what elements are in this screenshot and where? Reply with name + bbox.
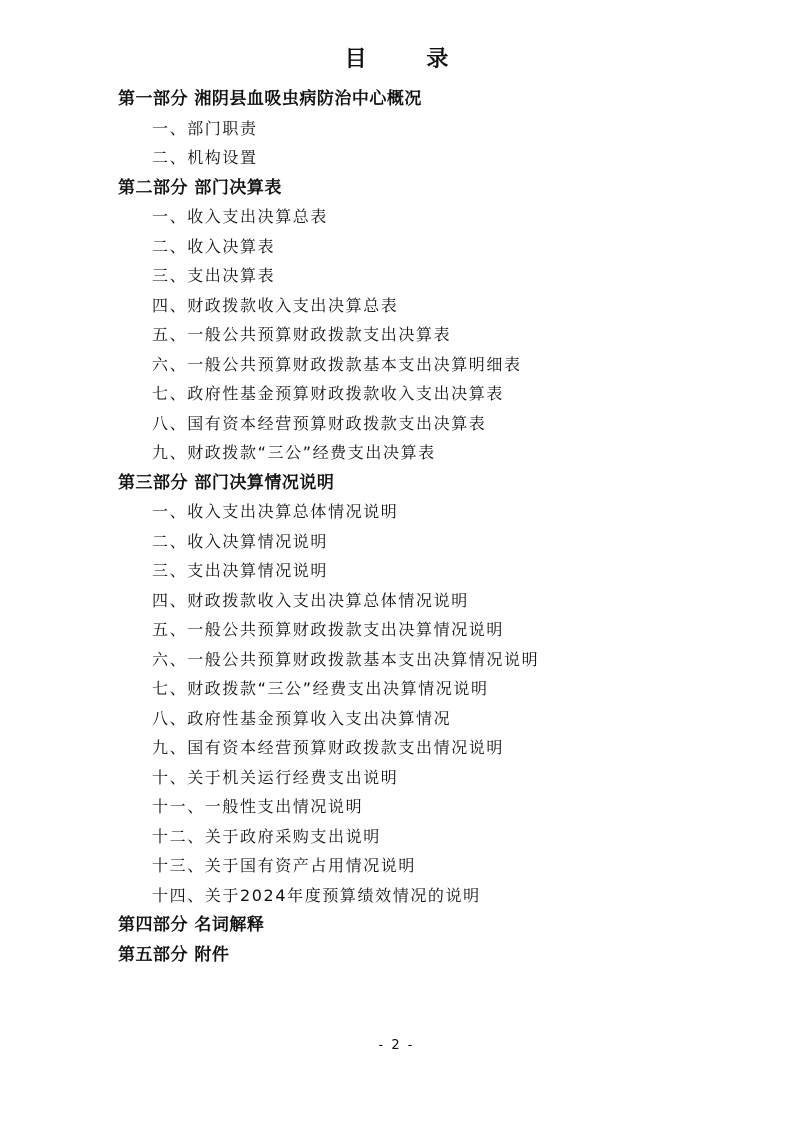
toc-part-heading: 第三部分 部门决算情况说明 [118,472,335,493]
toc-part-heading: 第四部分 名词解释 [118,915,265,935]
toc-item: 二、收入决算情况说明 [152,531,329,551]
toc-item: 十二、关于政府采购支出说明 [152,826,381,846]
toc-item: 七、财政拨款“三公”经费支出决算情况说明 [152,679,489,698]
toc-item: 二、机构设置 [152,148,258,167]
toc-item: 六、一般公共预算财政拨款基本支出决算情况说明 [152,649,540,669]
toc-item: 九、国有资本经营预算财政拨款支出情况说明 [152,738,505,757]
toc-item: 四、财政拨款收入支出决算总表 [152,295,399,315]
toc-item: 一、收入支出决算总体情况说明 [152,502,399,521]
toc-item: 二、收入决算表 [152,236,276,256]
toc-item: 五、一般公共预算财政拨款支出决算表 [152,325,452,344]
toc-part-heading: 第二部分 部门决算表 [118,177,282,198]
toc-item: 八、国有资本经营预算财政拨款支出决算表 [152,413,487,433]
toc-part-heading: 第一部分 湘阴县血吸虫病防治中心概况 [118,89,422,109]
page-number: - 2 - [378,1038,415,1053]
toc-item: 三、支出决算表 [152,266,276,285]
page-title: 目 录 [344,47,475,72]
toc-item: 九、财政拨款“三公”经费支出决算表 [152,443,436,462]
toc-item: 四、财政拨款收入支出决算总体情况说明 [152,590,469,610]
toc-item: 一、部门职责 [152,118,258,138]
toc-item: 十四、关于2024年度预算绩效情况的说明 [152,885,481,905]
toc-part-heading: 第五部分 附件 [118,944,230,965]
toc-item: 一、收入支出决算总表 [152,207,329,226]
toc-item: 八、政府性基金预算收入支出决算情况 [152,708,452,728]
toc-item: 三、支出决算情况说明 [152,561,329,580]
toc-item: 六、一般公共预算财政拨款基本支出决算明细表 [152,354,522,374]
toc-item: 十、关于机关运行经费支出说明 [152,767,399,787]
toc-item: 五、一般公共预算财政拨款支出决算情况说明 [152,620,505,639]
toc-item: 十三、关于国有资产占用情况说明 [152,856,417,875]
toc-item: 十一、一般性支出情况说明 [152,797,364,816]
toc-item: 七、政府性基金预算财政拨款收入支出决算表 [152,384,505,403]
